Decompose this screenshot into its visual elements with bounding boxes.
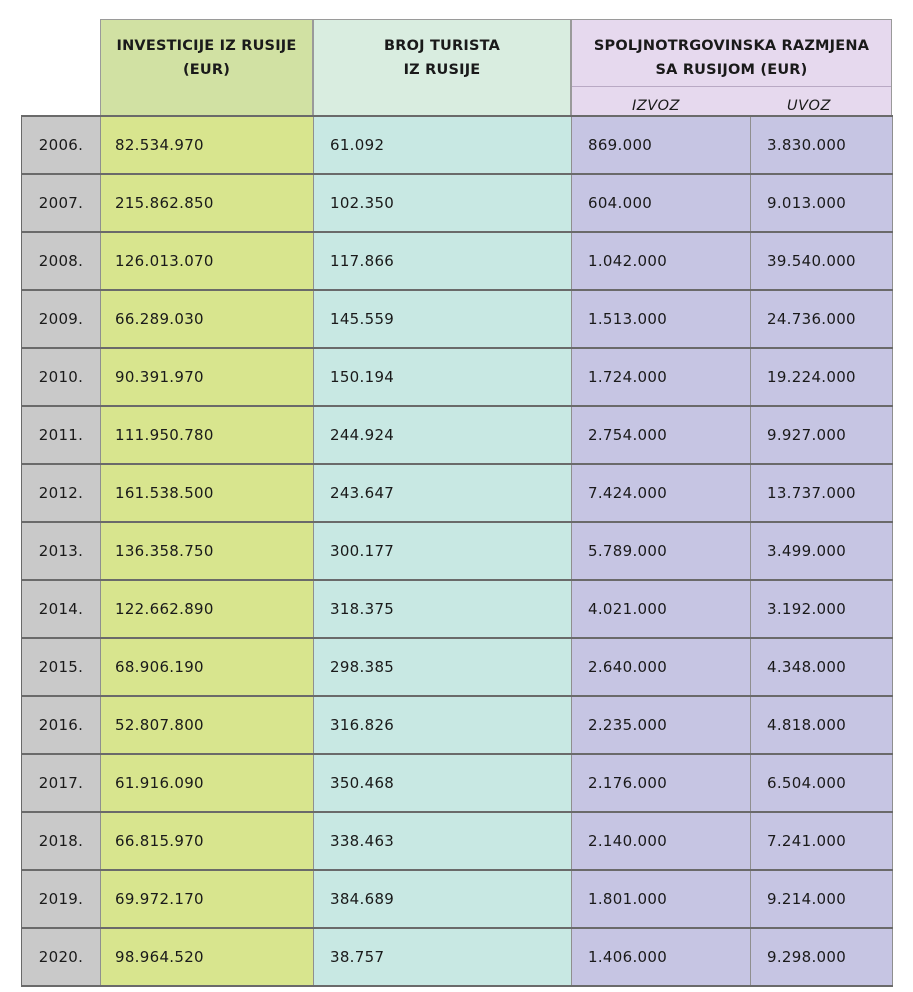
year-cell: 2015. [22,638,101,696]
data-table-body [22,116,893,986]
export-cell: 2.176.000 [572,754,751,812]
investments-cell: 66.289.030 [101,290,314,348]
import-cell: 3.499.000 [751,522,893,580]
investments-cell: 66.815.970 [101,812,314,870]
header-investments [100,19,313,115]
export-cell: 1.042.000 [572,232,751,290]
investments-cell: 82.534.970 [101,116,314,174]
year-cell: 2010. [22,348,101,406]
year-cell: 2006. [22,116,101,174]
table-row [22,580,893,638]
export-cell: 7.424.000 [572,464,751,522]
import-cell: 13.737.000 [751,464,893,522]
year-cell: 2013. [22,522,101,580]
investments-cell: 61.916.090 [101,754,314,812]
table-row [22,232,893,290]
import-cell: 9.927.000 [751,406,893,464]
import-cell: 19.224.000 [751,348,893,406]
tourists-cell: 350.468 [314,754,572,812]
table-row [22,290,893,348]
header-tourists-line1: BROJ TURISTA [383,38,501,54]
investments-cell: 126.013.070 [101,232,314,290]
year-cell: 2008. [22,232,101,290]
year-cell: 2011. [22,406,101,464]
year-cell: 2012. [22,464,101,522]
tourists-cell: 145.559 [314,290,572,348]
table-row [22,754,893,812]
export-cell: 1.724.000 [572,348,751,406]
import-cell: 9.214.000 [751,870,893,928]
investments-cell: 52.807.800 [101,696,314,754]
import-cell: 4.818.000 [751,696,893,754]
tourists-cell: 384.689 [314,870,572,928]
import-cell: 39.540.000 [751,232,893,290]
header-trade-divider [572,86,891,87]
tourists-cell: 117.866 [314,232,572,290]
year-cell: 2014. [22,580,101,638]
import-cell: 3.192.000 [751,580,893,638]
header-investments-line1: INVESTICIJE IZ RUSIJE [116,38,297,54]
investments-cell: 68.906.190 [101,638,314,696]
investments-cell: 136.358.750 [101,522,314,580]
table-row [22,116,893,174]
header-trade [571,19,892,115]
tourists-cell: 102.350 [314,174,572,232]
import-cell: 24.736.000 [751,290,893,348]
table-row [22,174,893,232]
year-cell: 2020. [22,928,101,986]
investments-cell: 111.950.780 [101,406,314,464]
table-row [22,348,893,406]
export-cell: 5.789.000 [572,522,751,580]
import-cell: 7.241.000 [751,812,893,870]
tourists-cell: 244.924 [314,406,572,464]
table-row [22,870,893,928]
import-cell: 9.298.000 [751,928,893,986]
investments-cell: 69.972.170 [101,870,314,928]
import-cell: 3.830.000 [751,116,893,174]
export-cell: 4.021.000 [572,580,751,638]
header-trade-line2: SA RUSIJOM (EUR) [655,62,808,78]
tourists-cell: 243.647 [314,464,572,522]
tourists-cell: 150.194 [314,348,572,406]
table-row [22,928,893,986]
header-export: IZVOZ [632,98,680,114]
export-cell: 869.000 [572,116,751,174]
header-investments-line2: (EUR) [182,62,231,78]
export-cell: 604.000 [572,174,751,232]
table-row [22,464,893,522]
tourists-cell: 318.375 [314,580,572,638]
table-row [22,638,893,696]
table-row [22,522,893,580]
investments-cell: 90.391.970 [101,348,314,406]
tourists-cell: 298.385 [314,638,572,696]
tourists-cell: 61.092 [314,116,572,174]
year-cell: 2017. [22,754,101,812]
table-row [22,812,893,870]
investments-cell: 215.862.850 [101,174,314,232]
export-cell: 2.235.000 [572,696,751,754]
header-tourists-line2: IZ RUSIJE [403,62,481,78]
import-cell: 4.348.000 [751,638,893,696]
investments-cell: 161.538.500 [101,464,314,522]
header-tourists [313,19,571,115]
export-cell: 1.801.000 [572,870,751,928]
investments-cell: 122.662.890 [101,580,314,638]
year-cell: 2009. [22,290,101,348]
tourists-cell: 338.463 [314,812,572,870]
tourists-cell: 300.177 [314,522,572,580]
import-cell: 6.504.000 [751,754,893,812]
export-cell: 2.140.000 [572,812,751,870]
table-row [22,406,893,464]
tourists-cell: 38.757 [314,928,572,986]
year-cell: 2007. [22,174,101,232]
header-import: UVOZ [787,98,831,114]
year-cell: 2018. [22,812,101,870]
table-row [22,696,893,754]
year-cell: 2016. [22,696,101,754]
tourists-cell: 316.826 [314,696,572,754]
header-trade-line1: SPOLJNOTRGOVINSKA RAZMJENA [593,38,870,54]
export-cell: 1.406.000 [572,928,751,986]
year-cell: 2019. [22,870,101,928]
import-cell: 9.013.000 [751,174,893,232]
export-cell: 1.513.000 [572,290,751,348]
investments-cell: 98.964.520 [101,928,314,986]
export-cell: 2.640.000 [572,638,751,696]
export-cell: 2.754.000 [572,406,751,464]
data-table [21,115,893,987]
